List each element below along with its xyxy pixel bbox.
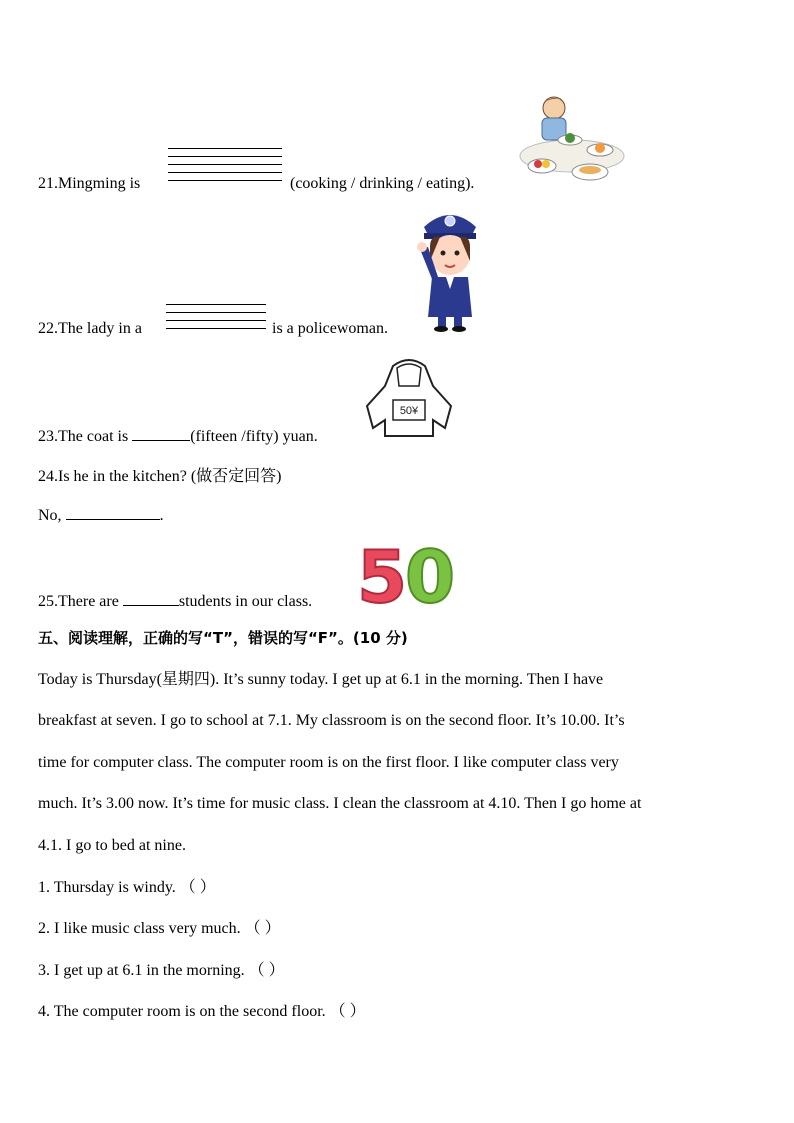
question-text: The lady in a	[58, 320, 142, 337]
coat-icon	[363, 356, 455, 440]
passage-line-2: breakfast at seven. I go to school at 7.1. My classroom is on the second floor. It’s 10.00. It’s	[38, 712, 625, 729]
price-tag-text: 50¥	[399, 405, 419, 417]
tf-item-3	[38, 961, 285, 981]
question-number: 24.	[38, 468, 58, 485]
question-22	[38, 320, 142, 338]
question-23	[38, 426, 318, 446]
tf-answer-paren[interactable]: （ ）	[329, 1003, 366, 1020]
question-number: 21.	[38, 175, 58, 192]
policewoman-icon	[410, 205, 490, 335]
question-text: There are	[58, 593, 119, 610]
question-text: The coat is	[58, 428, 129, 445]
question-text: Is he in the kitchen? (做否定回答)	[58, 468, 282, 485]
number-50-icon	[355, 538, 457, 608]
digit-zero: 0	[405, 538, 456, 608]
digit-five: 5	[357, 538, 408, 608]
passage-line-3: time for computer class. The computer room is on the first floor. I like computer class very	[38, 754, 619, 771]
tf-item-text: 3. I get up at 6.1 in the morning.	[38, 962, 245, 979]
tf-item-text: 2. I like music class very much.	[38, 920, 241, 937]
question-21-options: (cooking / drinking / eating).	[290, 175, 475, 192]
answer-lines-21[interactable]	[168, 148, 282, 188]
question-text-after: students in our class.	[178, 593, 313, 610]
question-number: 23.	[38, 428, 58, 445]
question-22-text-after: is a policewoman.	[272, 320, 388, 337]
question-21	[38, 175, 140, 193]
question-25	[38, 591, 312, 611]
answer-blank-24[interactable]	[66, 505, 160, 520]
question-text: Mingming is	[58, 175, 141, 192]
tf-item-1	[38, 878, 216, 898]
passage-line-1: Today is Thursday(星期四). It’s sunny today. I get up at 6.1 in the morning. Then I have	[38, 671, 604, 688]
answer-blank-23[interactable]	[132, 426, 190, 441]
tf-item-4	[38, 1002, 366, 1022]
answer-lines-22[interactable]	[166, 304, 266, 336]
passage-line-4: much. It’s 3.00 now. It’s time for music class. I clean the classroom at 4.10. Then I go home at	[38, 795, 642, 812]
boy-eating-icon	[518, 94, 626, 186]
tf-item-2	[38, 919, 281, 939]
tf-item-text: 4. The computer room is on the second floor.	[38, 1003, 326, 1020]
answer-suffix: .	[159, 507, 164, 524]
tf-answer-paren[interactable]: （ ）	[244, 920, 281, 937]
question-24-answer	[38, 505, 164, 525]
tf-item-text: 1. Thursday is windy.	[38, 879, 176, 896]
question-24	[38, 463, 282, 486]
tf-answer-paren[interactable]: （ ）	[248, 962, 285, 979]
answer-blank-25[interactable]	[123, 591, 179, 606]
question-options: (fifteen /fifty) yuan.	[190, 428, 318, 445]
answer-prefix: No,	[38, 507, 62, 524]
question-number: 22.	[38, 320, 58, 337]
tf-answer-paren[interactable]: （ ）	[179, 879, 216, 896]
question-number: 25.	[38, 593, 58, 610]
section-5-title: 五、阅读理解，正确的写“T”，错误的写“F”。(10 分)	[38, 629, 408, 647]
passage-line-5: 4.1. I go to bed at nine.	[38, 837, 186, 854]
